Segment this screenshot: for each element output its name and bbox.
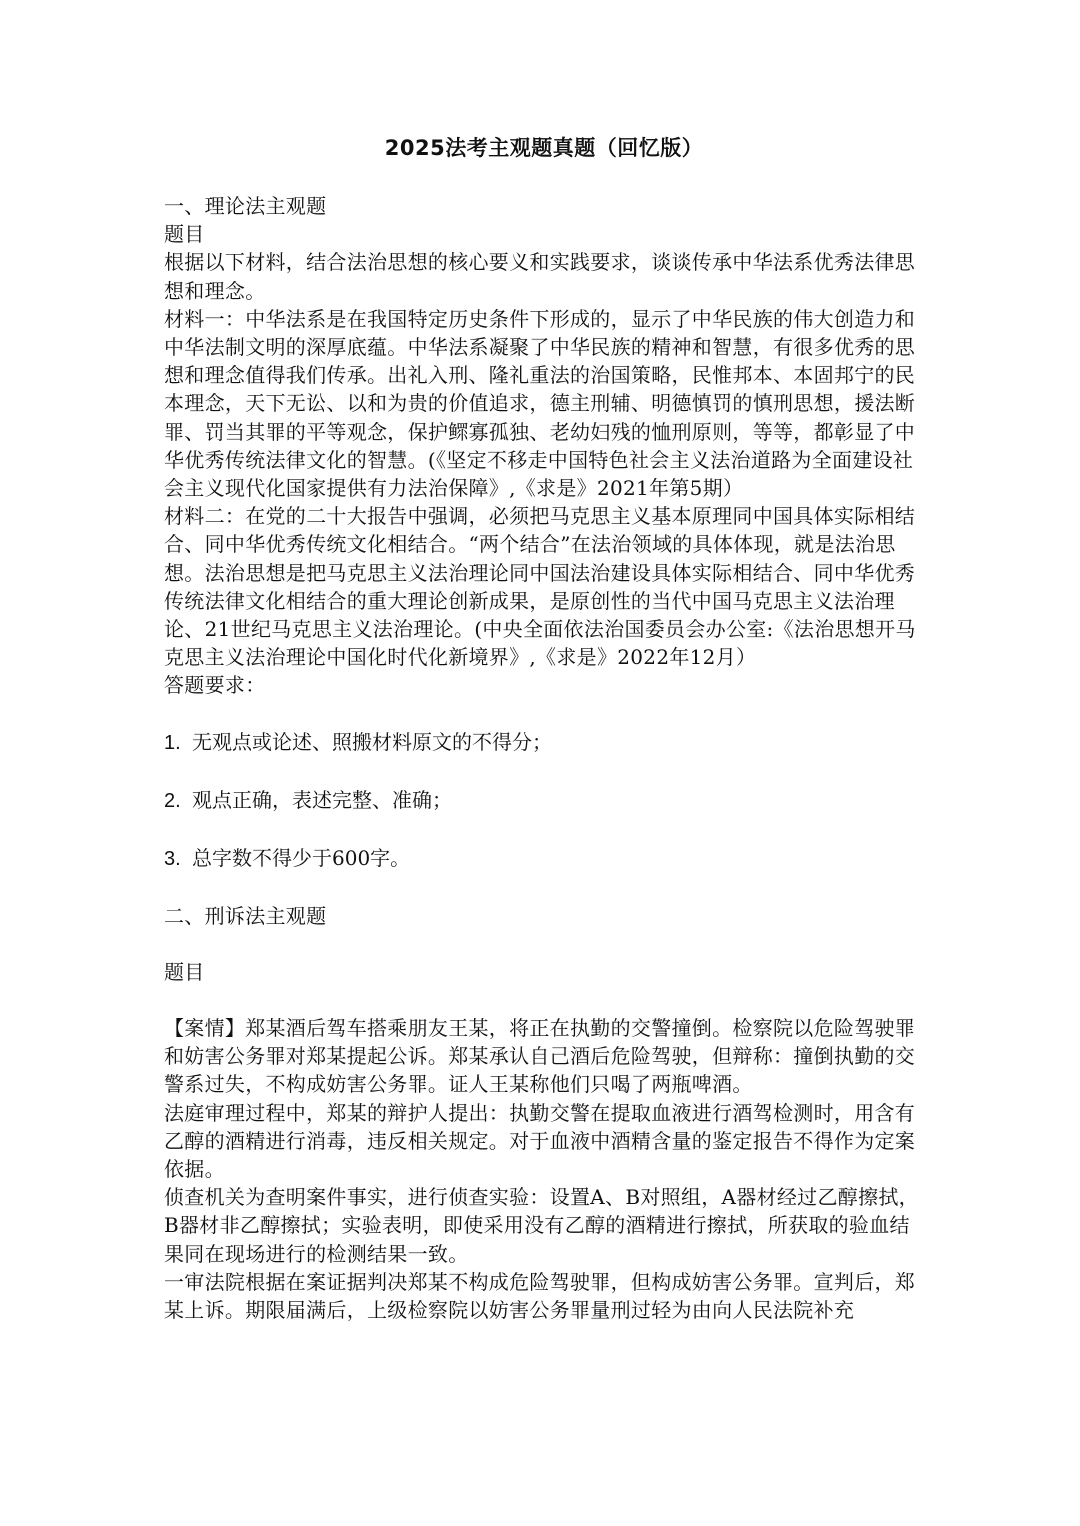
question-label: 题目	[164, 959, 205, 984]
section-heading-theory: 一、理论法主观题	[164, 194, 327, 218]
list-item	[164, 728, 924, 757]
list-item-text: 无观点或论述、照搬材料原文的不得分；	[192, 729, 552, 754]
material-one: 材料一：中华法系是在我国特定历史条件下形成的，显示了中华民族的伟大创造力和中华法制文明的深厚底蕴。中华法系凝聚了中华民族的精神和智慧，有很多优秀的思想和理念值得我们传承。出礼入刑、隆礼重法的治国策略，民惟邦本、本固邦宁的民本理念，天下无讼、以和为贵的价值追求，德主刑辅、明德慎罚的慎刑思想，援法断罪、罚当其罪的平等观念，保护鳏寡孤独、老幼妇残的恤刑原则，等等，都彰显了中华优秀传统法律文化的智慧。(《坚定不移走中国特色社会主义法治道路为全面建设社会主义现代化国家提供有力法治保障》,《求是》2021年第5期）	[164, 306, 916, 501]
case-paragraph-defense: 法庭审理过程中，郑某的辩护人提出：执勤交警在提取血液进行酒驾检测时，用含有乙醇的酒精进行消毒，违反相关规定。对于血液中酒精含量的鉴定报告不得作为定案依据。	[164, 1100, 916, 1182]
case-paragraph-judgment: 一审法院根据在案证据判决郑某不构成危险驾驶罪，但构成妨害公务罪。宣判后，郑某上诉。期限届满后，上级检察院以妨害公务罪量刑过轻为由向人民法院补充	[164, 1269, 916, 1323]
requirements-list	[164, 728, 924, 873]
case-paragraph-experiment: 侦查机关为查明案件事实，进行侦查实验：设置A、B对照组，A器材经过乙醇擦拭，B器材非乙醇擦拭；实验表明，即使采用没有乙醇的酒精进行擦拭，所获取的验血结果同在现场进行的检测结果一致。	[164, 1185, 919, 1266]
requirements-label: 答题要求：	[164, 673, 266, 698]
section-heading-criminal-procedure: 二、刑诉法主观题	[164, 903, 327, 928]
document-title: 2025法考主观题真题（回忆版）	[384, 136, 704, 160]
question-label: 题目	[164, 222, 205, 247]
list-item-number: 2.	[164, 789, 181, 812]
list-item-text: 总字数不得少于600字。	[192, 845, 411, 870]
list-item	[164, 786, 924, 815]
question-prompt: 根据以下材料，结合法治思想的核心要义和实践要求，谈谈传承中华法系优秀法律思想和理念。	[164, 250, 916, 303]
document-page	[164, 128, 924, 1324]
list-item-text: 观点正确，表述完整、准确；	[192, 787, 452, 812]
list-item-number: 1.	[164, 731, 181, 754]
case-facts: 【案情】郑某酒后驾车搭乘朋友王某，将正在执勤的交警撞倒。检察院以危险驾驶罪和妨害公务罪对郑某提起公诉。郑某承认自己酒后危险驾驶，但辩称：撞倒执勤的交警系过失，不构成妨害公务罪。证人王某称他们只喝了两瓶啤酒。	[164, 1016, 916, 1097]
material-two: 材料二：在党的二十大报告中强调，必须把马克思主义基本原理同中国具体实际相结合、同中华优秀传统文化相结合。“两个结合”在法治领域的具体体现，就是法治思想。法治思想是把马克思主义法治理论同中国法治建设具体实际相结合、同中华优秀传统法律文化相结合的重大理论创新成果，是原创性的当代中国马克思主义法治理论、21世纪马克思主义法治理论。(中央全面依法治国委员会办公室:《法治思想开马克思主义法治理论中国化时代化新境界》,《求是》2022年12月）	[164, 504, 916, 670]
list-item-number: 3.	[164, 847, 181, 870]
list-item	[164, 844, 924, 873]
